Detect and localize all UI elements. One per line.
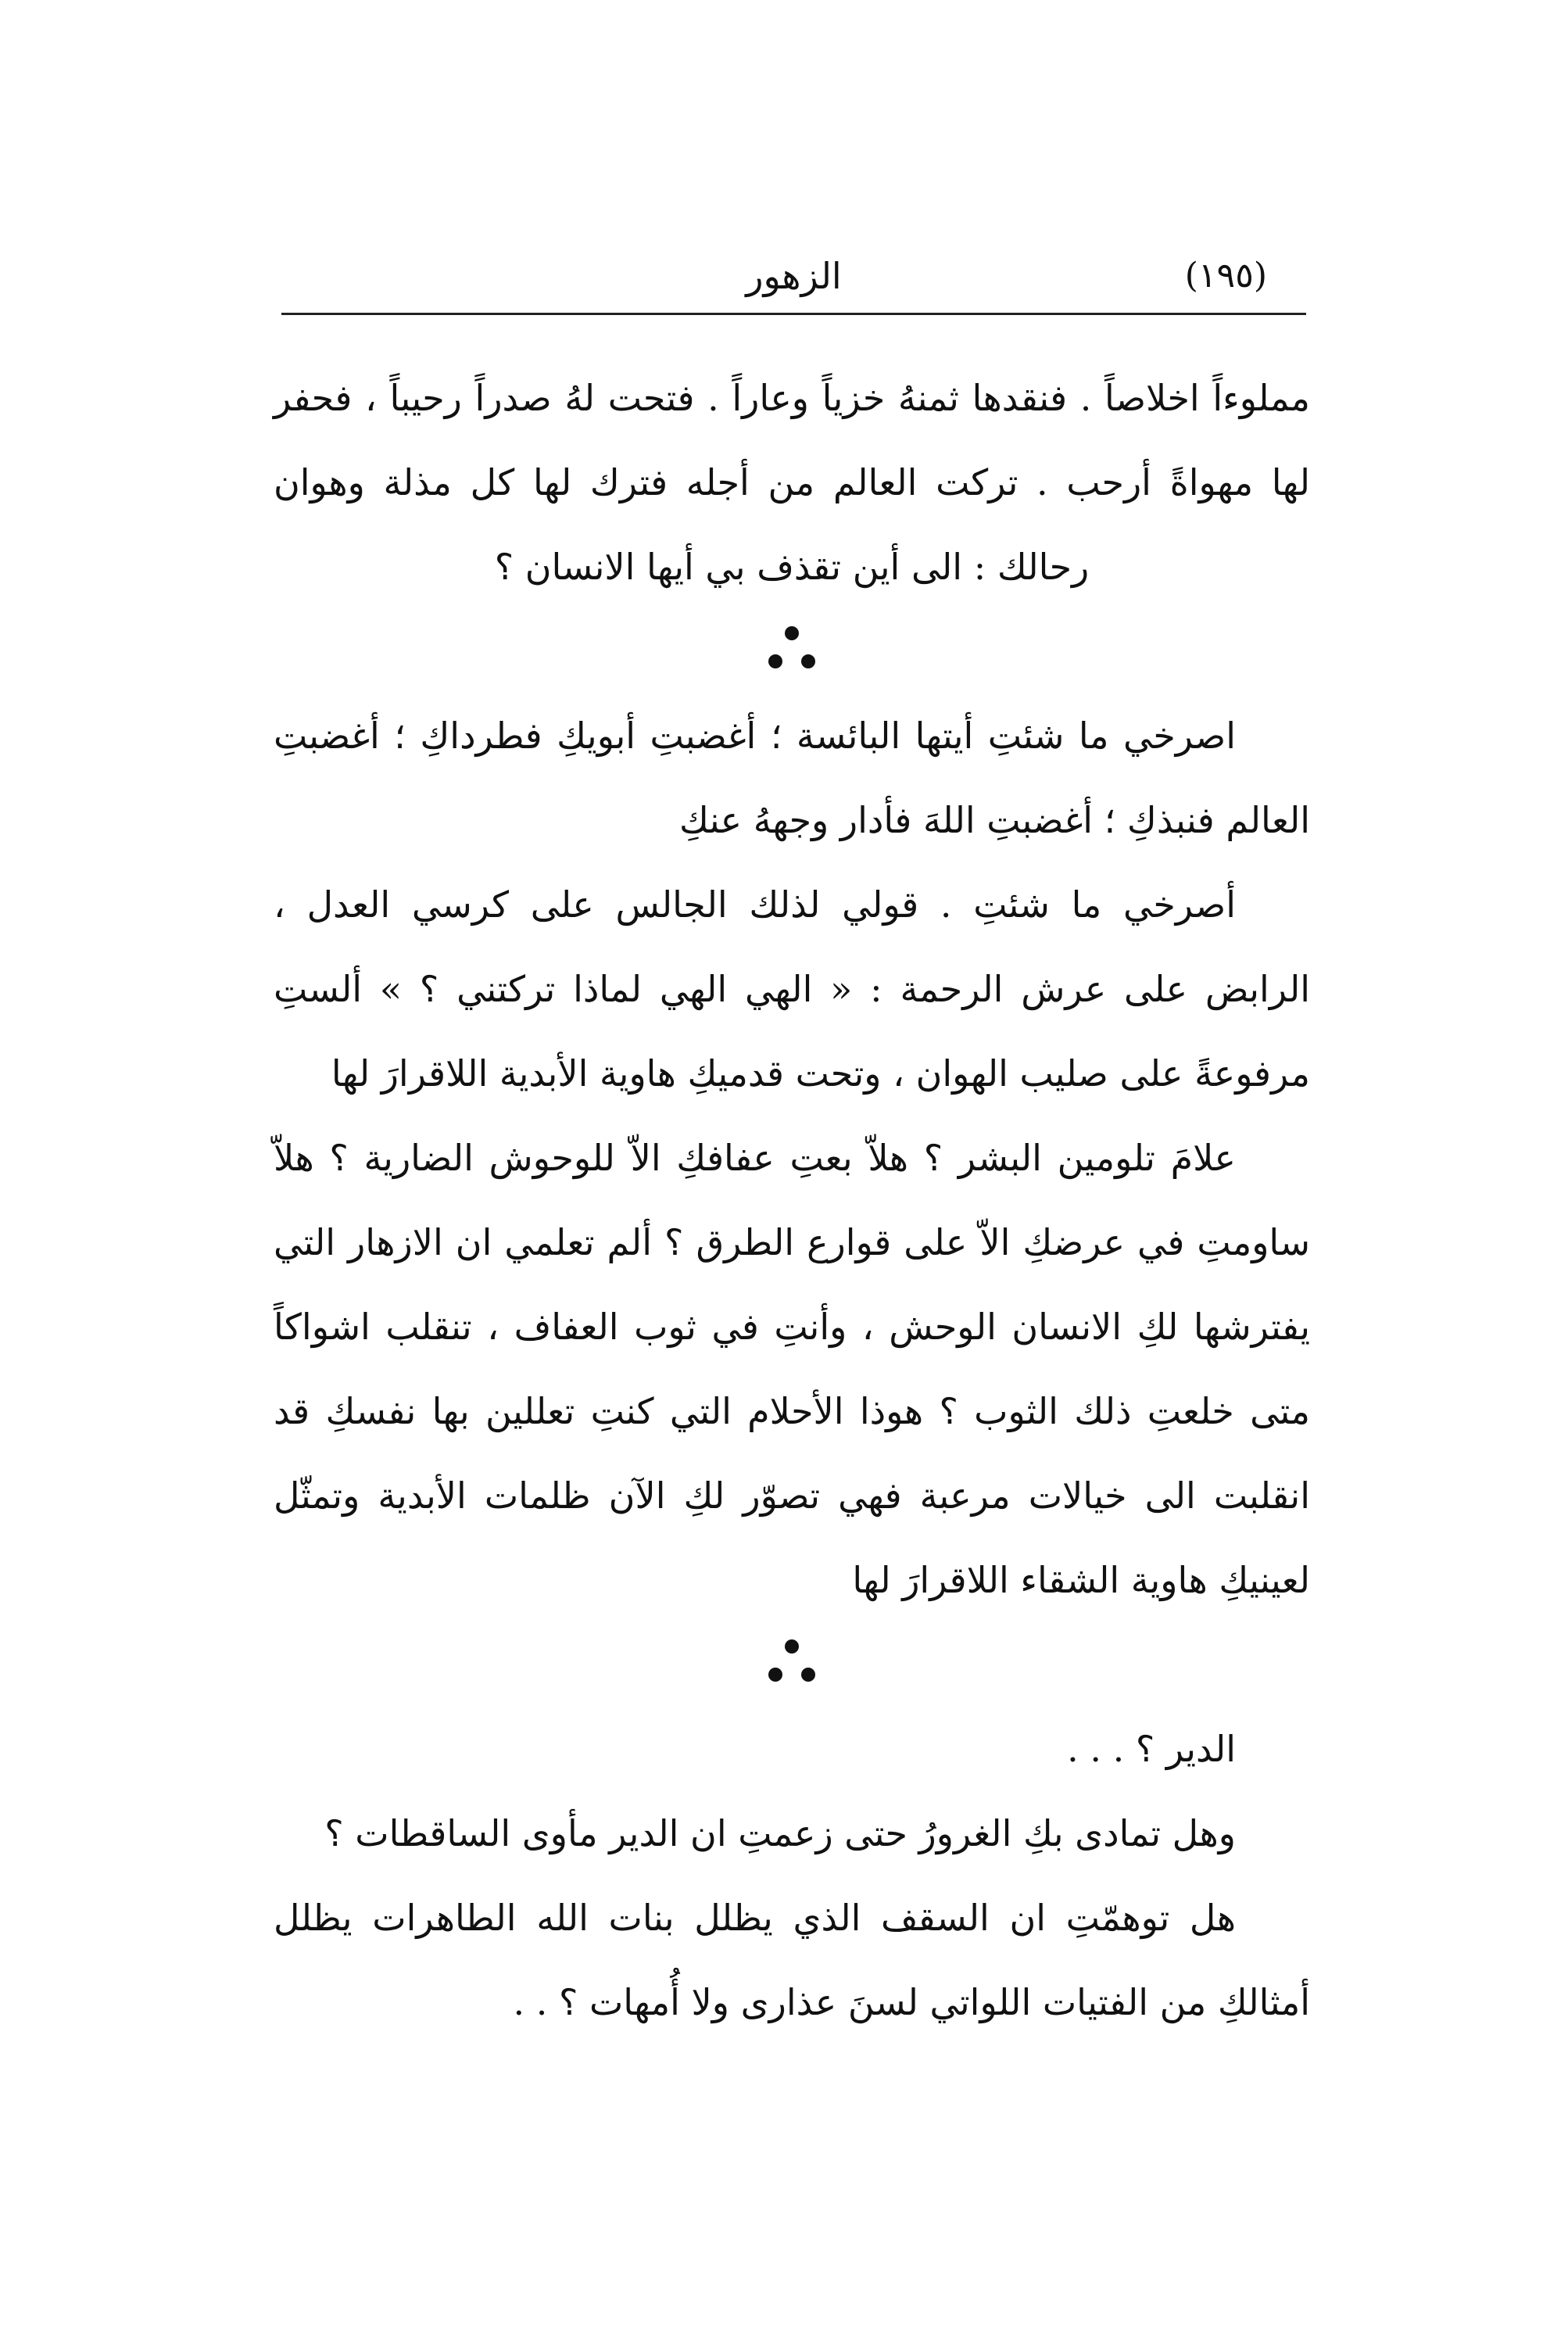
paragraph: اصرخي ما شئتِ أيتها البائسة ؛ أغضبتِ أبويكِ فطرداكِ ؛ أغضبتِ العالم فنبذكِ ؛ أغضبتِ اللهَ فأدار وجههُ عنكِ bbox=[274, 715, 1310, 841]
paragraph: الدير ؟ . . . bbox=[1067, 1728, 1236, 1770]
page-number: (١٩٥) bbox=[1184, 256, 1267, 296]
section-divider bbox=[274, 1622, 1310, 1707]
asterism-icon bbox=[761, 1638, 823, 1693]
paragraph: أصرخي ما شئتِ . قولي لذلك الجالس على كرسي العدل ، الرابض على عرش الرحمة : « الهي الهي لماذا تركتني ؟ » ألستِ مرفوعةً على صليب الهوان ، وتحت قدميكِ هاوية الأبدية اللاقرارَ لها bbox=[274, 883, 1310, 1095]
paragraph: مملوءاً اخلاصاً . فنقدها ثمنهُ خزياً وعاراً . فتحت لهُ صدراً رحيباً ، فحفر لها مهواةً أرحب . تركت العالم من أجله فترك لها كل مذلة وهوان رحالك : الى أين تقذف بي أيها الانسان ؟ bbox=[274, 377, 1310, 588]
header-rule bbox=[281, 313, 1306, 315]
page-header bbox=[281, 249, 1306, 316]
section-divider bbox=[274, 609, 1310, 693]
paragraph: وهل تمادى بكِ الغرورُ حتى زعمتِ ان الدير مأوى الساقطات ؟ bbox=[324, 1812, 1236, 1854]
running-title: الزهور bbox=[746, 255, 842, 297]
asterism-icon bbox=[761, 625, 823, 679]
paragraph: هل توهمّتِ ان السقف الذي يظلل بنات الله الطاهرات يظلل أمثالكِ من الفتيات اللواتي لسنَ عذارى ولا أُمهات ؟ . . bbox=[274, 1897, 1310, 2023]
paragraph: علامَ تلومين البشر ؟ هلاّ بعتِ عفافكِ الاّ للوحوش الضارية ؟ هلاّ ساومتِ في عرضكِ الاّ على قوارع الطرق ؟ ألم تعلمي ان الازهار التي يفترشها لكِ الانسان الوحش ، وأنتِ في ثوب العفاف ، تنقلب اشواكاً متى خلعتِ ذلك الثوب ؟ هوذا الأحلام التي كنتِ تعللين بها نفسكِ قد انقلبت الى خيالات مرعبة فهي تصوّر لكِ الآن ظلمات الأبدية وتمثّل لعينيكِ هاوية الشقاء اللاقرارَ لها bbox=[274, 1137, 1310, 1601]
body-text bbox=[274, 356, 1310, 2044]
